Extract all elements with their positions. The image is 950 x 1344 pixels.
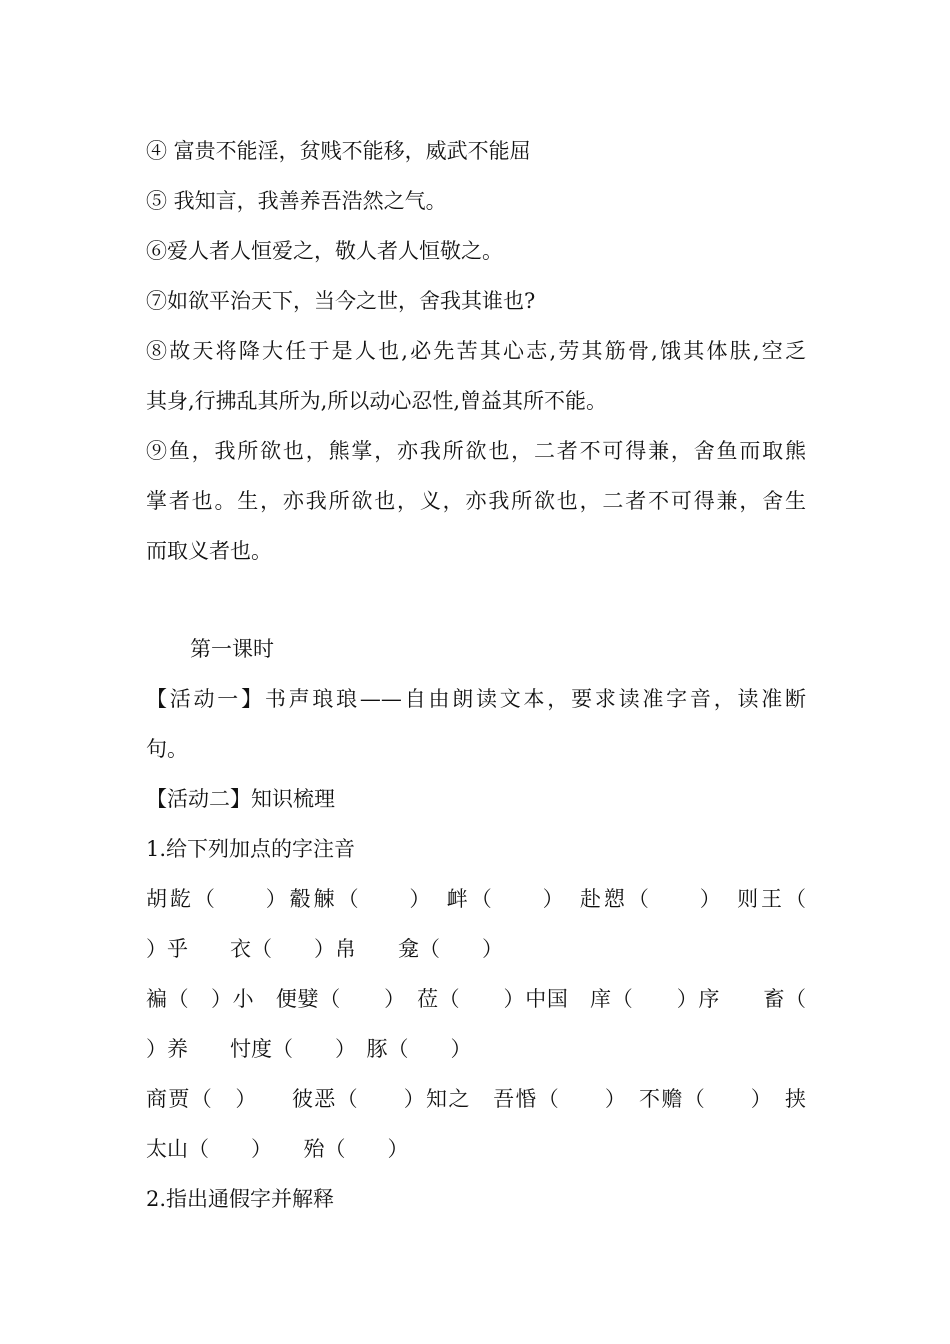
- pinyin-row-2: ）乎 衣（ ）帛 龛（ ）: [146, 937, 503, 961]
- activity-2-heading: 【活动二】知识梳理: [146, 787, 335, 811]
- verse-5: ⑤ 我知言，我善养吾浩然之气。: [146, 189, 447, 213]
- pinyin-row-3: 褊（ ）小 便嬖（ ） 莅（ ）中国 庠（ ）序 畜（: [146, 987, 806, 1011]
- verse-9-line-2: 掌者也。生，亦我所欲也，义，亦我所欲也，二者不可得兼，舍生: [146, 489, 806, 513]
- activity-1-line-2: 句。: [146, 737, 188, 761]
- lesson-heading: 第一课时: [190, 637, 274, 661]
- task-1-heading: 1.给下列加点的字注音: [146, 837, 356, 861]
- verse-4: ④ 富贵不能淫，贫贱不能移，威武不能屈: [146, 139, 531, 163]
- verse-9-line-1: ⑨鱼，我所欲也，熊掌，亦我所欲也，二者不可得兼，舍鱼而取熊: [146, 439, 806, 463]
- pinyin-row-6: 太山（ ） 殆（ ）: [146, 1137, 409, 1161]
- task-2-heading: 2.指出通假字并解释: [146, 1187, 335, 1211]
- verse-6: ⑥爱人者人恒爱之，敬人者人恒敬之。: [146, 239, 503, 263]
- verse-8-line-1: ⑧故天将降大任于是人也,必先苦其心志,劳其筋骨,饿其体肤,空乏: [146, 339, 806, 363]
- activity-1-line-1: 【活动一】书声琅琅——自由朗读文本，要求读准字音，读准断: [146, 687, 806, 711]
- verse-8-line-2: 其身,行拂乱其所为,所以动心忍性,曾益其所不能。: [146, 389, 608, 413]
- pinyin-row-4: ）养 忖度（ ） 豚（ ）: [146, 1037, 472, 1061]
- verse-9-line-3: 而取义者也。: [146, 539, 272, 563]
- pinyin-row-5: 商贾（ ） 彼恶（ ）知之 吾惛（ ） 不赡（ ） 挟: [146, 1087, 806, 1111]
- verse-7: ⑦如欲平治天下，当今之世，舍我其谁也?: [146, 289, 536, 313]
- pinyin-row-1: 胡龁（ ）觳觫（ ） 衅（ ） 赴愬（ ） 则王（: [146, 887, 806, 911]
